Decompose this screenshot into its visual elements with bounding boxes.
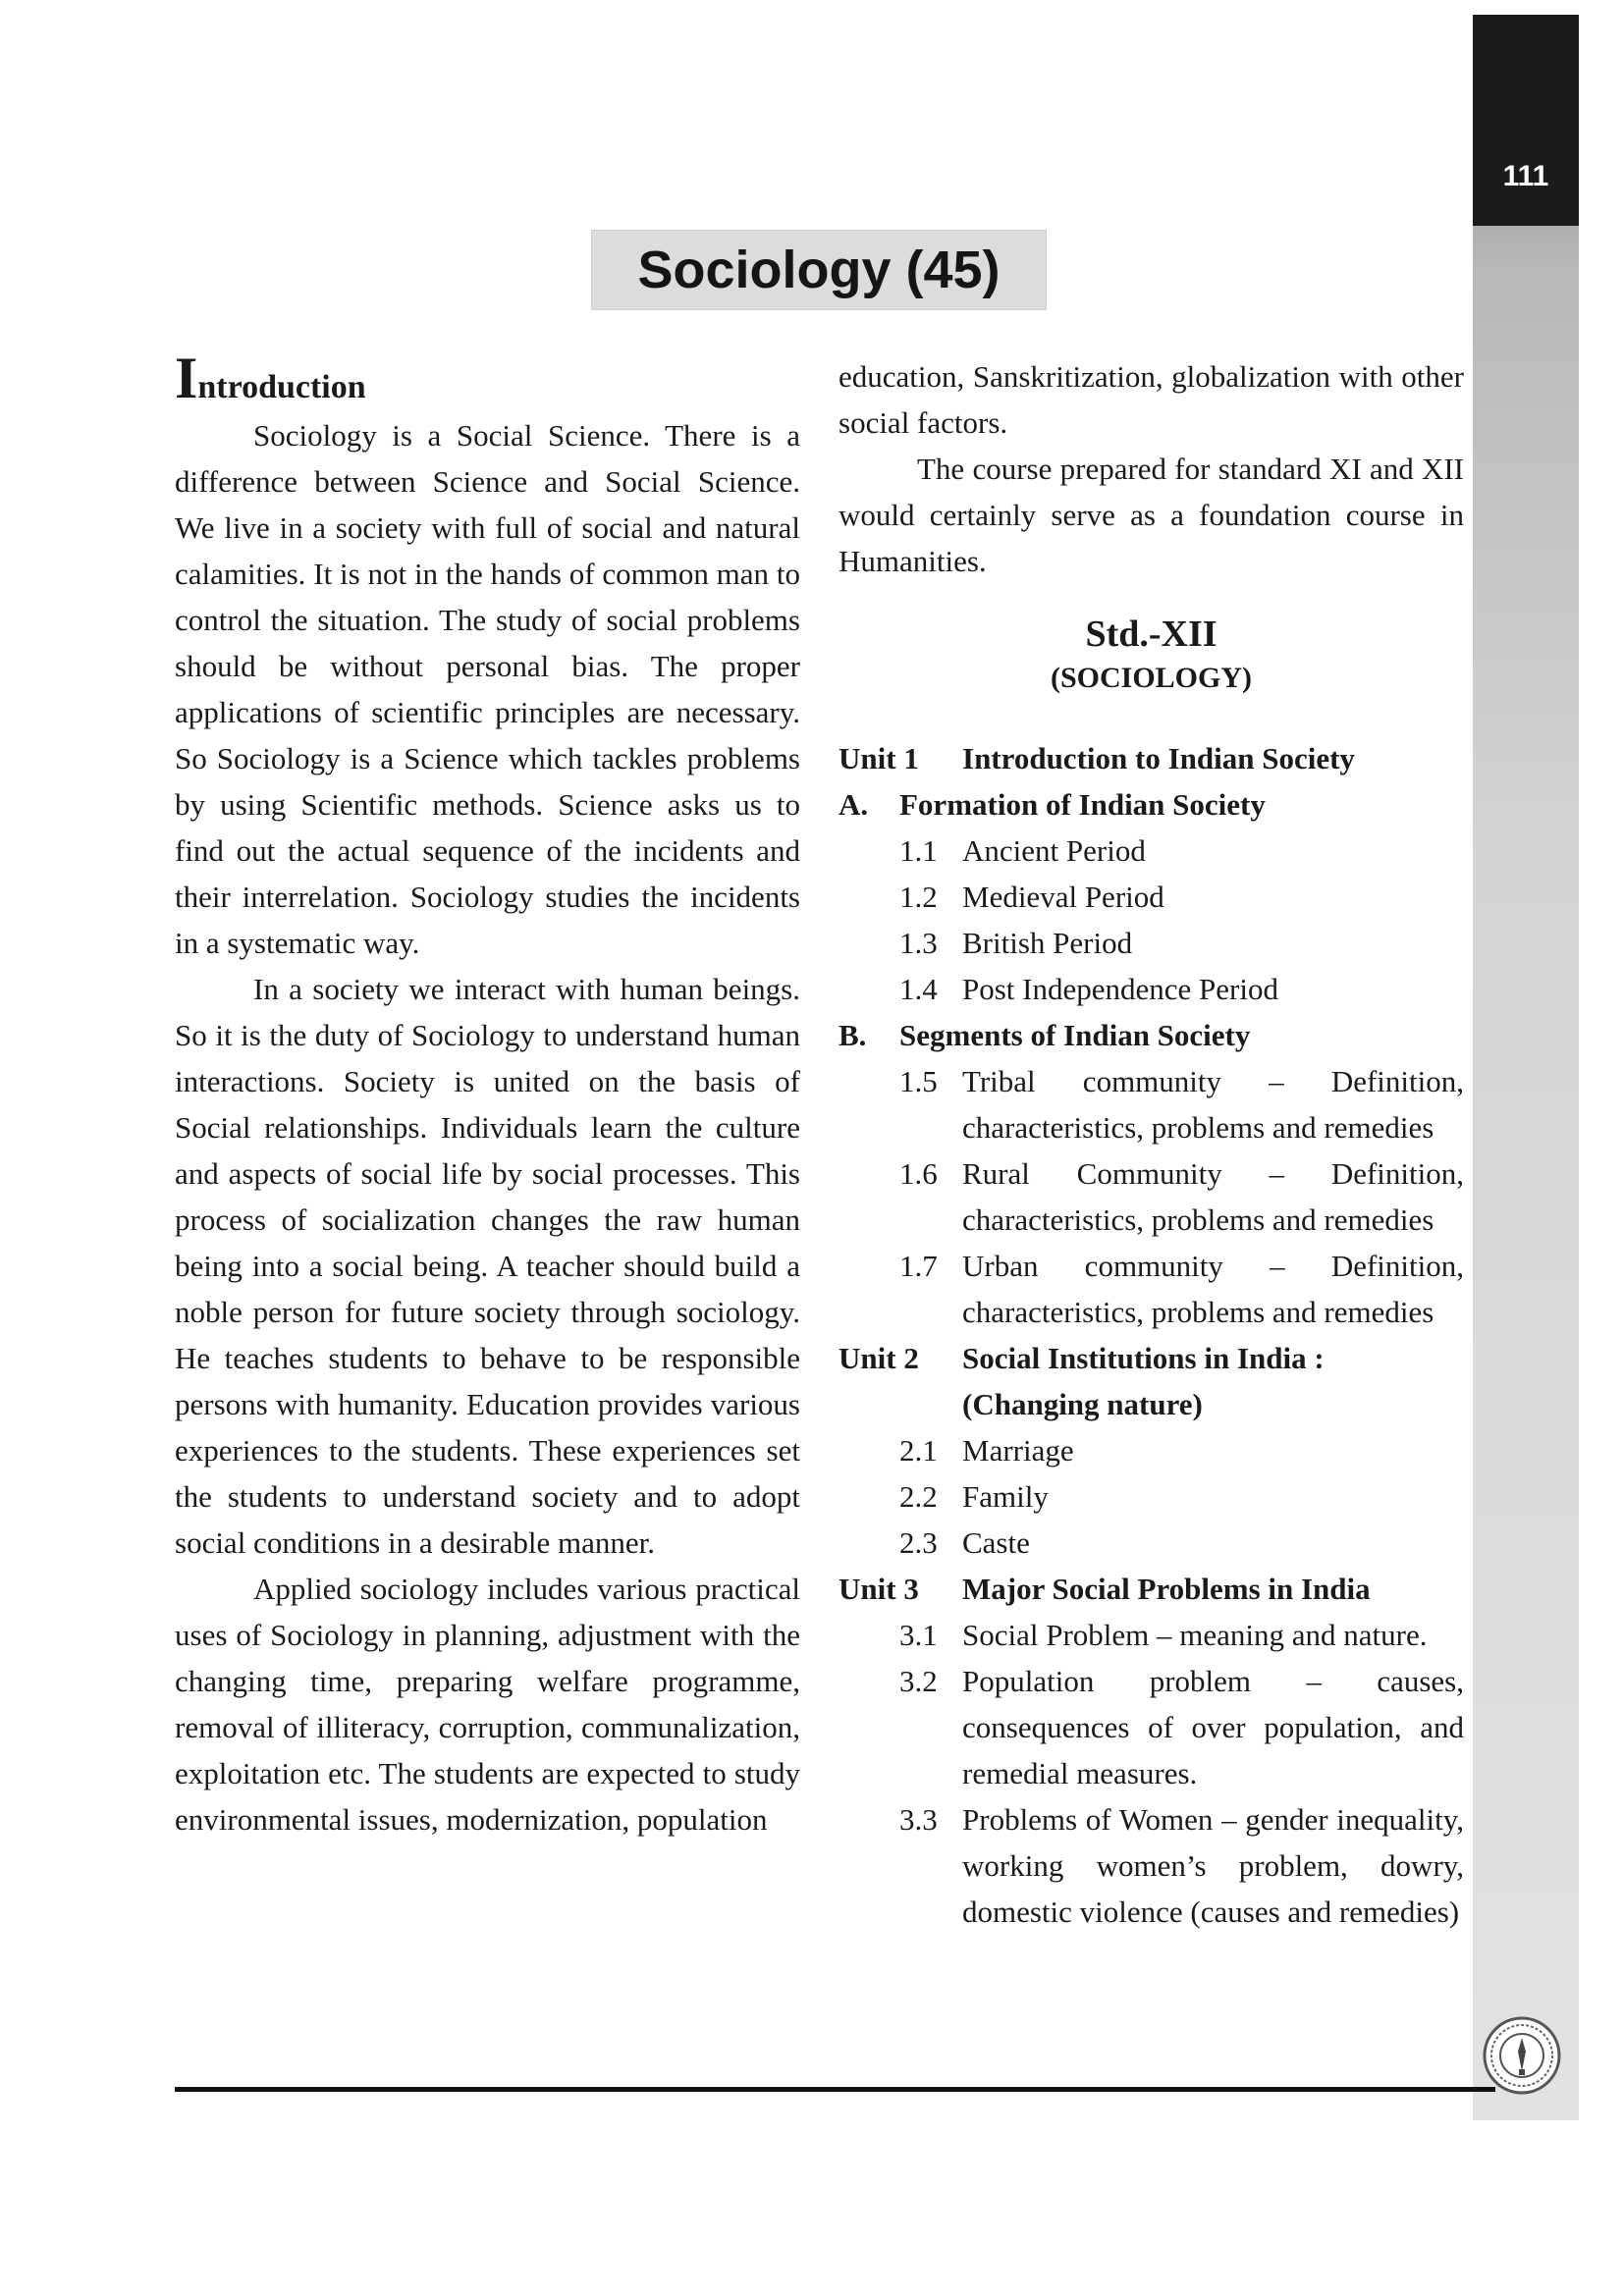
section-b-heading: B. Segments of Indian Society	[839, 1018, 1251, 1052]
list-item: 1.1 Ancient Period	[899, 833, 1146, 868]
right-column	[839, 353, 1464, 1935]
list-item: 1.2 Medieval Period	[899, 880, 1164, 914]
page-number: 111	[1502, 160, 1549, 192]
list-item: 2.1 Marriage	[899, 1433, 1074, 1468]
intro-paragraph-2: In a society we interact with human beings. So it is the duty of Sociology to understand human interactions. Society is united on the basis of Social relationships. Individuals learn the culture and aspects of social life by social processes. This process of socialization changes the raw human being into a social being. A teacher should build a noble person for future society through sociology. He teaches students to behave to be responsible persons with humanity. Education provides various experiences to the students. These experiences set the students to understand society and to adopt social conditions in a desirable manner.	[175, 972, 800, 1560]
page-title: Sociology (45)	[637, 240, 1001, 299]
introduction-heading: Introduction	[175, 346, 366, 410]
intro-paragraph-3: Applied sociology includes various practical uses of Sociology in planning, adjustment with the changing time, preparing welfare programme, removal of illiteracy, corruption, communalization, exploitation etc. The students are expected to study environmental issues, modernization, population	[175, 1572, 800, 1837]
list-item: 1.6 Rural Community – Definition, characteristics, problems and remedies	[899, 1156, 1464, 1237]
list-item: 1.7 Urban community – Definition, characteristics, problems and remedies	[899, 1249, 1464, 1329]
bottom-divider	[175, 2087, 1495, 2092]
unit-2-heading: Unit 2 Social Institutions in India : (Changing nature)	[839, 1341, 1325, 1421]
page-number-box	[1473, 15, 1579, 226]
list-item: 1.3 British Period	[899, 926, 1133, 960]
list-item: 3.3 Problems of Women – gender inequality, working women’s problem, dowry, domestic violence (causes and remedies)	[899, 1802, 1464, 1929]
left-column	[175, 346, 800, 1842]
side-tab-band	[1473, 15, 1579, 2120]
std-title: Std.-XII	[1085, 614, 1217, 655]
section-a-heading: A. Formation of Indian Society	[839, 787, 1266, 822]
board-seal-icon	[1481, 2014, 1563, 2097]
list-item: 2.2 Family	[899, 1479, 1049, 1514]
course-paragraph: The course prepared for standard XI and XII would certainly serve as a foundation course in Humanities.	[839, 452, 1464, 578]
continuation-paragraph: education, Sanskritization, globalization with other social factors.	[839, 359, 1464, 440]
list-item: 1.5 Tribal community – Definition, characteristics, problems and remedies	[899, 1064, 1464, 1145]
intro-paragraph-1: Sociology is a Social Science. There is a difference between Science and Social Science. We live in a society with full of social and natural calamities. It is not in the hands of common man to control the situation. The study of social problems should be without personal bias. The proper applications of scientific principles are necessary. So Sociology is a Science which tackles problems by using Scientific methods. Science asks us to find out the actual sequence of the incidents and their interrelation. Sociology studies the incidents in a systematic way.	[175, 418, 800, 960]
unit-1-heading: Unit 1 Introduction to Indian Society	[839, 741, 1355, 775]
list-item: 3.1 Social Problem – meaning and nature.	[899, 1618, 1428, 1652]
list-item: 1.4 Post Independence Period	[899, 972, 1278, 1006]
unit-3-heading: Unit 3 Major Social Problems in India	[839, 1572, 1371, 1606]
list-item: 2.3 Caste	[899, 1525, 1030, 1560]
page-title-box	[591, 230, 1047, 310]
list-item: 3.2 Population problem – causes, consequences of over population, and remedial measures.	[899, 1664, 1464, 1790]
std-subtitle: (SOCIOLOGY)	[1050, 662, 1253, 694]
